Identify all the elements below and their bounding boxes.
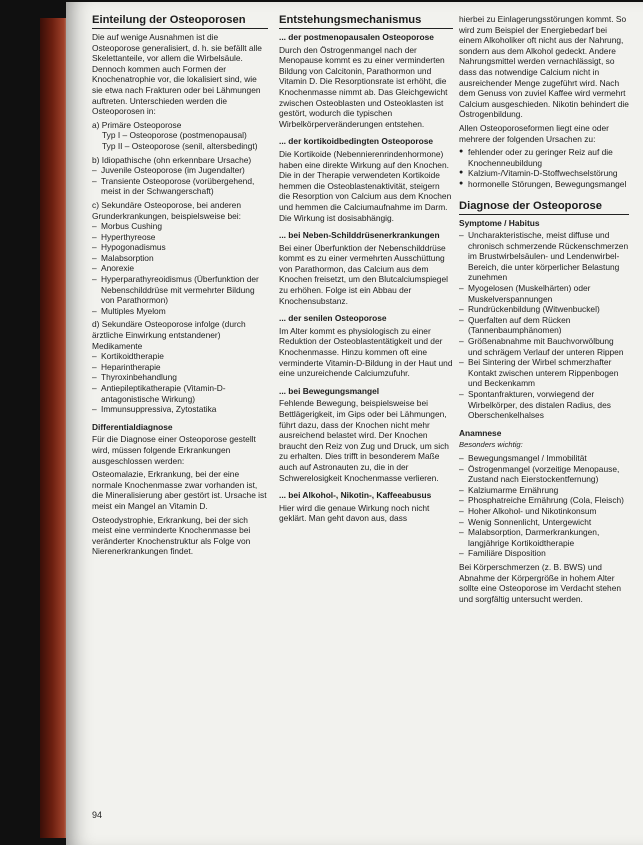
paragraph: Bei einer Überfunktion der Nebenschilddrüse kommt es zu einer vermehrten Ausschüttung von Parathormon, das Calcium aus dem Knochen freisetzt, um den Blutcalciumspiegel zu erhöhen. Folge ist ein Abbau der Knochensubstanz.: [279, 242, 448, 306]
list-item: – Malabsorption: [92, 253, 268, 264]
column-left: [92, 14, 268, 560]
classification-d: [92, 319, 268, 414]
list-item: – Myogelosen (Muskelhärten) oder Muskelverspannungen: [459, 283, 629, 304]
heading-diagnose: Diagnose der Osteoporose: [459, 200, 629, 215]
bullet-item: ● fehlender oder zu geringer Reiz auf die Knochenneubildung: [459, 147, 629, 168]
list-item: – Morbus Cushing: [92, 221, 268, 232]
subheading: ... bei Alkohol-, Nikotin-, Kaffeeabusus: [279, 490, 432, 501]
list-item: – Hoher Alkohol- und Nikotinkonsum: [459, 506, 629, 517]
classification-a-label: a) Primäre Osteoporose: [92, 119, 182, 130]
list-item: – Kalziumarme Ernährung: [459, 485, 629, 496]
subheading-anamnese: Anamnese: [459, 427, 502, 438]
page-number: 94: [92, 810, 103, 820]
list-item: – Phosphatreiche Ernährung (Cola, Fleisch): [459, 495, 629, 506]
list-item: – Querfalten auf dem Rücken (Tannenbaumphänomen): [459, 315, 629, 336]
intro-text: Die auf wenige Ausnahmen ist die Osteoporose generalisiert, d. h. sie befällt alle Skelettanteile, vor allem die Wirbelsäule. Dennoch kommen auch Formen der Knochenatrophie vor, die lokalisiert sind, wie sie etwa nach Frakturen oder bei Lähmungen auftreten. Unterschieden werden die Osteoporosen in:: [92, 32, 262, 117]
paragraph: Die Kortikoide (Nebennierenrindenhormone) haben eine direkte Wirkung auf den Knochen. Die in der Therapie verwendeten Kortikoide hemmen die Osteoblastenaktivität, steigern die Resorption von Calcium aus dem Knochen und hemmen die Calciumaufnahme im Darm. Die Wirkung ist dosisabhängig.: [279, 148, 452, 223]
column-middle: [279, 14, 453, 527]
subheading: ... der senilen Osteoporose: [279, 313, 387, 324]
heading-differentialdiagnose: Differentialdiagnose: [92, 421, 173, 432]
list-item: – Wenig Sonnenlicht, Untergewicht: [459, 517, 629, 528]
heading-einteilung: Einteilung der Osteoporosen: [92, 14, 268, 29]
anamnese-note: Besonders wichtig:: [459, 440, 523, 450]
list-item: – Größenabnahme mit Bauchvorwölbung und schrägem Verlauf der unteren Rippen: [459, 336, 629, 357]
list-item: – Thyroxinbehandlung: [92, 372, 268, 383]
classification-b: [92, 155, 268, 197]
classification-a-line: Typ II – Osteoporose (senil, altersbedingt): [102, 140, 258, 151]
list-item: – Transiente Osteoporose (vorübergehend, meist in der Schwangerschaft): [92, 176, 268, 197]
bullet-item: ● Kalzium-/Vitamin-D-Stoffwechselstörung: [459, 168, 629, 179]
subheading-symptome: Symptome / Habitus: [459, 217, 540, 228]
list-item: – Immunsuppressiva, Zytostatika: [92, 404, 268, 415]
list-item: – Kortikoidtherapie: [92, 351, 268, 362]
list-item: – Hypogonadismus: [92, 242, 268, 253]
list-item: – Östrogenmangel (vorzeitige Menopause, Zustand nach Eierstockentfernung): [459, 464, 629, 485]
list-item: – Anorexie: [92, 263, 268, 274]
classification-b-label: b) Idiopathische (ohn erkennbare Ursache): [92, 154, 252, 165]
list-item: – Rundrückenbildung (Witwenbuckel): [459, 304, 629, 315]
paragraph: Osteodystrophie, Erkrankung, bei der sich meist eine verminderte Knochenmasse bei veränderter Knochenstruktur als Folge von Nierenerkrankungen findet.: [92, 514, 251, 557]
subheading: ... bei Neben-Schilddrüsenerkrankungen: [279, 230, 440, 241]
paragraph: hierbei zu Einlagerungsstörungen kommt. So wird zum Beispiel der Energiebedarf bei einem Alkoholiker oft nicht aus der Nahrung, sondern aus dem Alkohol gedeckt. Andere Nahrungsmittel werden vernachlässigt, so dass das notwendige Calcium nicht in ausreichender Menge zugeführt wird. Nach dem Genuss von zuviel Kaffee wird vermehrt Calcium ausgeschieden. Nikotin behindert die Östrogenbildung.: [459, 14, 629, 120]
list-item: – Malabsorption, Darmerkrankungen, langjährige Kortikoidtherapie: [459, 527, 629, 548]
subheading: ... der kortikoidbedingten Osteoporose: [279, 136, 434, 147]
list-item: – Juvenile Osteoporose (im Jugendalter): [92, 165, 268, 176]
heading-entstehungsmechanismus: Entstehungsmechanismus: [279, 14, 453, 29]
classification-a: [92, 120, 268, 152]
list-item: – Heparintherapie: [92, 362, 268, 373]
column-right: [459, 14, 629, 607]
bullet-item: ● hormonelle Störungen, Bewegungsmangel: [459, 179, 629, 190]
classification-d-label: d) Sekundäre Osteoporose infolge (durch ärztliche Einwirkung entstandener) Medikamente: [92, 319, 246, 351]
paragraph: Bei Körperschmerzen (z. B. BWS) und Abnahme der Körpergröße in hohem Alter sollte eine Osteoporose im Verdacht stehen und sorgfältig untersucht werden.: [459, 561, 622, 604]
paragraph: Hier wird die genaue Wirkung noch nicht geklärt. Man geht davon aus, dass: [279, 502, 430, 524]
subheading: ... der postmenopausalen Osteoporose: [279, 32, 434, 42]
list-item: – Bewegungsmangel / Immobilität: [459, 453, 629, 464]
paragraph: Allen Osteoporoseformen liegt eine oder mehrere der folgenden Ursachen zu:: [459, 122, 609, 144]
list-item: – Hyperparathyreoidismus (Überfunktion der Nebenschilddrüse mit vermehrter Bildung von Parathormon): [92, 274, 268, 306]
book-page: [66, 2, 643, 845]
classification-c-label: c) Sekundäre Osteoporose, bei anderen Grunderkrankungen, beispielsweise bei:: [92, 199, 241, 221]
paragraph: Fehlende Bewegung, beispielsweise bei Bettlägerigkeit, im Gips oder bei Lähmungen, führt dazu, dass der Knochen nicht mehr ausreichend belastet wird. Der Knochen braucht den Reiz von Zug und Druck, um sich zu erhalten. Dies trifft in besonderem Maße auch auf Astronauten zu, die in der Schwerelosigkeit Knochenmasse verlieren.: [279, 398, 449, 483]
subheading: ... bei Bewegungsmangel: [279, 385, 380, 396]
list-item: – Familiäre Disposition: [459, 548, 629, 559]
list-item: – Hyperthyreose: [92, 232, 268, 243]
paragraph: Im Alter kommt es physiologisch zu einer Reduktion der Osteoblastentätigkeit und der Knochenmasse. Hinzu kommen oft eine verminderte Vitamin-D-Bildung in der Haut und eine unzureichende Calciumzufuhr.: [279, 325, 453, 379]
paragraph: Osteomalazie, Erkrankung, bei der eine normale Knochenmasse zwar vorhanden ist, die Mineralisierung aber gestört ist. Ursache ist meist ein Mangel an Vitamin D.: [92, 469, 267, 511]
classification-c: [92, 200, 268, 317]
list-item: – Antiepileptikatherapie (Vitamin-D-antagonistische Wirkung): [92, 383, 268, 404]
list-item: – Uncharakteristische, meist diffuse und chronisch schmerzende Rückenschmerzen im Brustwirbelsäulen- und Lendenwirbel-Bereich, die unter körperlicher Belastung zunehmen: [459, 230, 629, 283]
list-item: – Bei Sintering der Wirbel schmerzhafter Kontakt zwischen unterem Rippenbogen und Beckenkamm: [459, 357, 629, 389]
paragraph: Durch den Östrogenmangel nach der Menopause kommt es zu einer verminderten Bildung von Calcitonin, Parathormon und Vitamin D. Die Resorptionsrate ist erhöht, die Knochenmasse nimmt ab. Das Gleichgewicht zwischen Osteoblasten und Osteoklasten ist gestört, wodurch die typischen Wirbelkörperveränderungen entstehen.: [279, 44, 448, 129]
paragraph: Für die Diagnose einer Osteoporose gestellt wird, müssen folgende Erkrankungen ausgeschlossen werden:: [92, 434, 256, 466]
classification-a-line: Typ I – Osteoporose (postmenopausal): [102, 130, 247, 141]
list-item: – Multiples Myelom: [92, 306, 268, 317]
list-item: – Spontanfrakturen, vorwiegend der Wirbelkörper, des distalen Radius, des Oberschenkelhalses: [459, 389, 629, 421]
